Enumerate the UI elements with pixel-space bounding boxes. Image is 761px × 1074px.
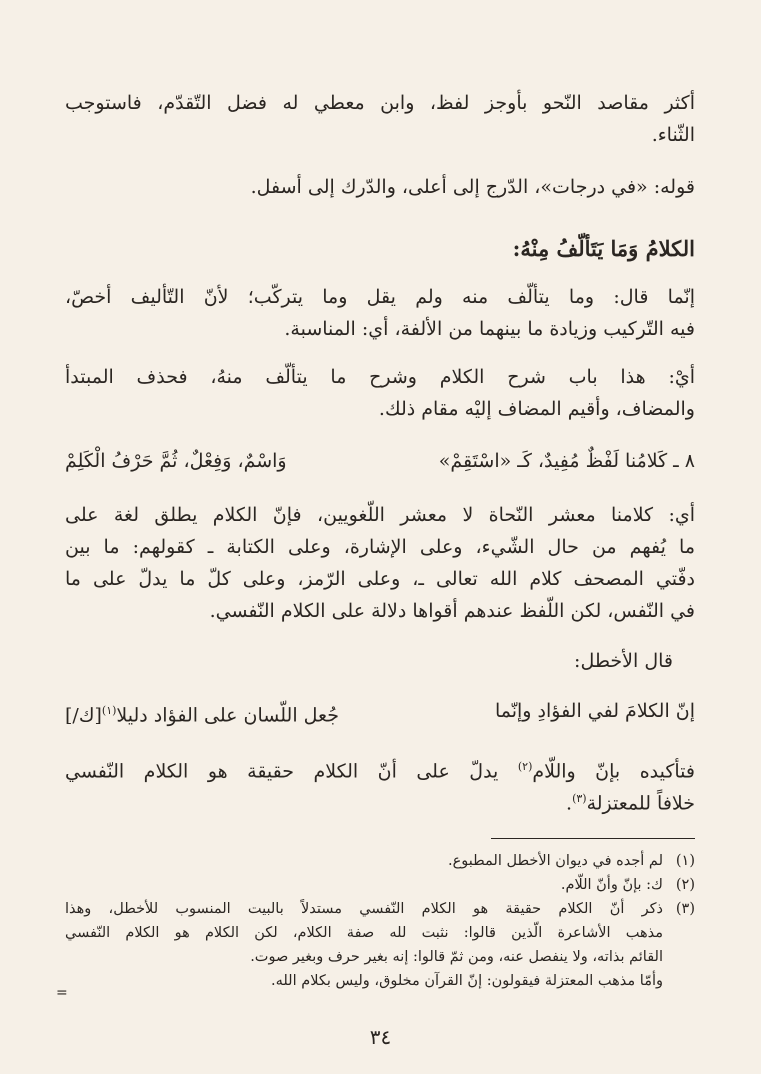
footnote-ref: (٣) [572, 792, 587, 805]
text-line [65, 752, 695, 786]
footnote-line: وأمّا مذهب المعتزلة فيقولون: إنّ القرآن مخلوق، وليس بكلام الله. [271, 973, 663, 989]
text-line: في النّفس، لكن اللّفظ عندهم أقواها دلالة على الكلام النّفسي. [209, 600, 695, 622]
manuscript-ref: [ك/] [65, 704, 102, 727]
verse-second-group [65, 696, 339, 730]
continuation-mark: = [56, 985, 68, 1001]
text-line: فيه التّركيب وزيادة ما بينهما من الألفة، أي: المناسبة. [284, 318, 695, 340]
footnote-line: مذهب الأشاعرة الّذين قالوا: نثبت لله صفة الكلام، لكن الكلام هو الكلام النّفسي [65, 925, 663, 941]
footnote-text: ك: بإنّ وأنّ اللّام. [560, 877, 663, 893]
text-line: أيْ: هذا باب شرح الكلام وشرح ما يتألّف منهُ، فحذف المبتدأ [65, 366, 695, 388]
footnote-line: القائم بذاته، ولا ينفصل عنه، ومن ثمّ قالوا: إنه بغير حرف وبغير صوت. [250, 949, 663, 965]
footnote-number: (٢) [675, 877, 695, 893]
footnote-text: ذكر أنّ الكلام حقيقة هو الكلام النّفسي مستدلاً بالبيت المنسوب للأخطل، وهذا [65, 901, 663, 917]
verse-second-hemistich: وَاسْمٌ، وَفِعْلٌ، ثُمَّ حَرْفُ الْكَلِمْ [65, 450, 287, 472]
text-line: أكثر مقاصد النّحو بأوجز لفظ، وابن معطي له فضل التّقدّم، فاستوجب [65, 92, 695, 114]
text-line: قوله: «في درجات»، الدّرج إلى أعلى، والدّرك إلى أسفل. [250, 176, 695, 198]
footnote-separator [491, 838, 695, 839]
text-fragment: خلافاً للمعتزلة [586, 792, 695, 815]
text-line: قال الأخطل: [574, 650, 673, 672]
text-line: دفّتي المصحف كلام الله تعالى ـ، وعلى الرّمز، وعلى كلّ ما يدلّ على ما [65, 568, 695, 590]
text-fragment: يدلّ على أنّ الكلام حقيقة هو الكلام النّفسي [65, 760, 499, 783]
footnote-number: (٣) [675, 901, 695, 917]
footnote [65, 874, 695, 896]
page-number: ٣٤ [369, 1025, 392, 1049]
verse-first-hemistich: إنّ الكلامَ لفي الفؤادِ وإنّما [494, 700, 695, 722]
text-line: إنّما قال: وما يتألّف منه ولم يقل وما يتركّب؛ لأنّ التّأليف أخصّ، [65, 286, 695, 308]
text-line [65, 784, 695, 818]
text-line: ما يُفهم من حال الشّيء، وعلى الإشارة، وعلى الكتابة ـ كقولهم: ما بين [65, 536, 695, 558]
footnote-number: (١) [675, 853, 695, 869]
verse-first-hemistich: ٨ ـ كَلامُنا لَفْظٌ مُفِيدٌ، كَـ «اسْتَقِمْ» [438, 450, 695, 472]
text-line: أي: كلامنا معشر النّحاة لا معشر اللّغويين، فإنّ الكلام يطلق لغة على [65, 504, 695, 526]
verse-second-hemistich: جُعل اللّسان على الفؤاد دليلا [116, 704, 339, 727]
text-line: الثّناء. [651, 124, 695, 146]
text-line: والمضاف، وأقيم المضاف إليْه مقام ذلك. [378, 398, 695, 420]
footnote-text: لم أجده في ديوان الأخطل المطبوع. [448, 853, 663, 869]
text-fragment: فتأكيده بإنّ واللّام [532, 760, 695, 783]
text-fragment: . [566, 792, 573, 815]
footnote-ref: (٢) [517, 760, 533, 773]
footnote [65, 898, 695, 920]
footnote [65, 850, 695, 872]
footnote-ref: (١) [101, 704, 117, 717]
section-heading: الكلامُ وَمَا يَتَألّفُ مِنْهُ: [512, 236, 695, 261]
